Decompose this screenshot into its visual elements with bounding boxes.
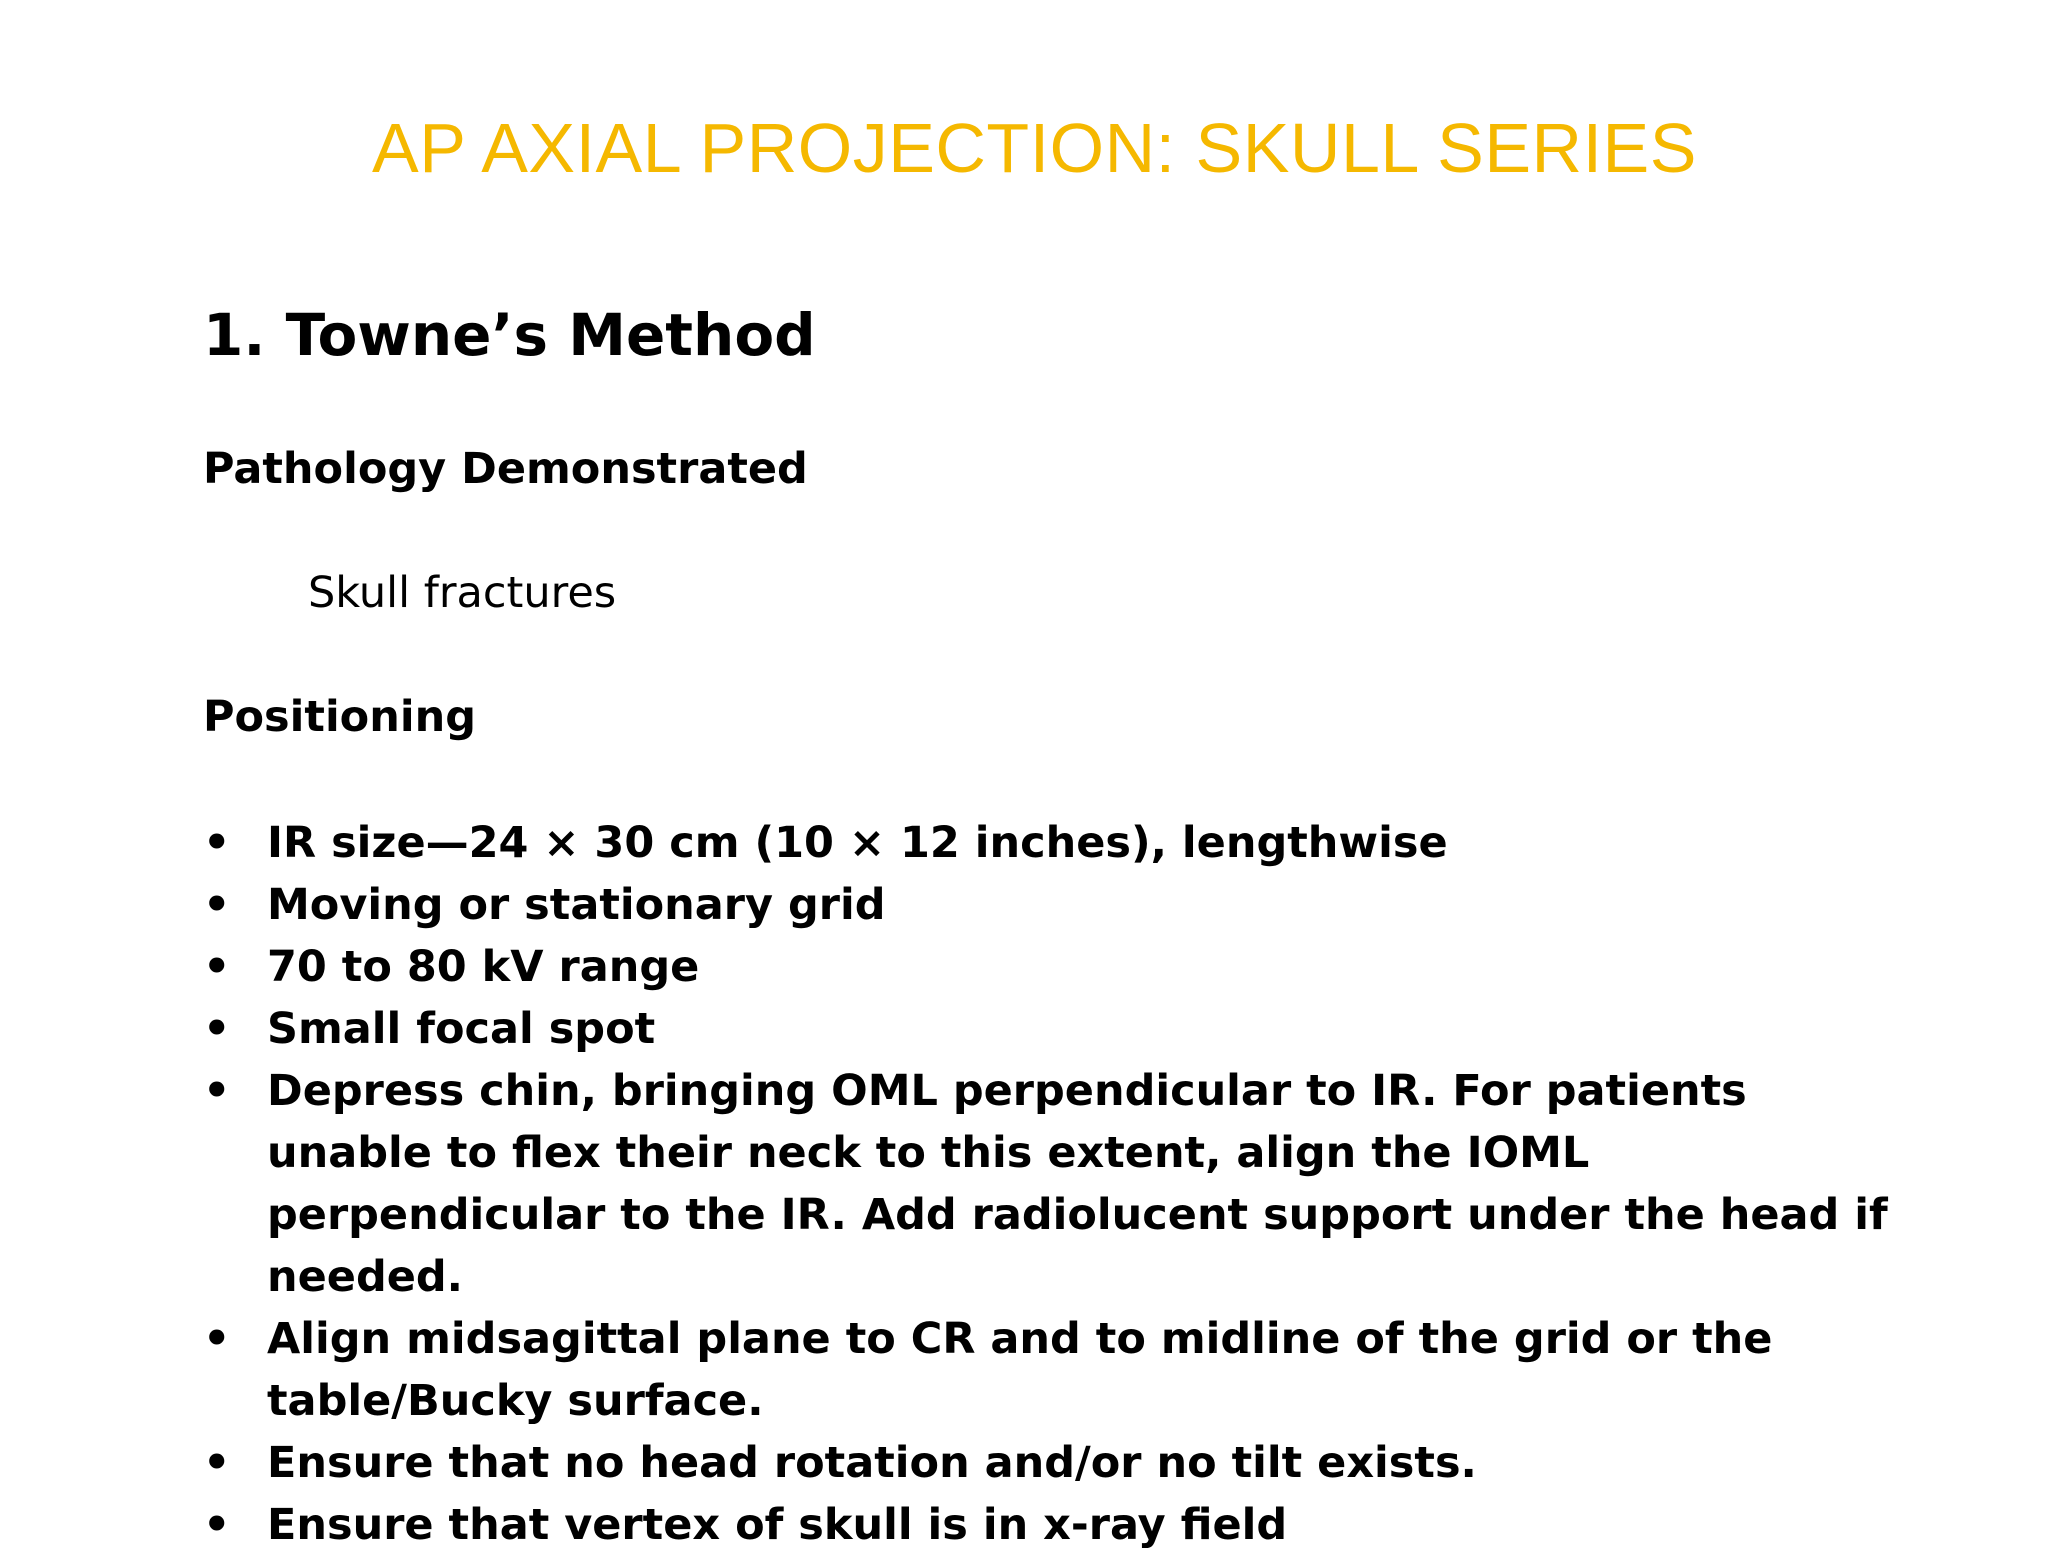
list-item-text: Depress chin, bringing OML perpendicular to IR. For patients unable to flex their neck to this extent, align the IOML perpendicular to the IR. Add radiolucent support under the head if needed.	[267, 1066, 1888, 1302]
pathology-value: Skull fractures	[308, 568, 617, 618]
list-item-text: 70 to 80 kV range	[267, 942, 700, 992]
list-item-text: Align midsagittal plane to CR and to midline of the grid or the table/Bucky surface.	[267, 1314, 1773, 1426]
bullet-icon: •	[203, 880, 231, 930]
pathology-label: Pathology Demonstrated	[203, 444, 808, 494]
list-item	[195, 1432, 1907, 1494]
positioning-label: Positioning	[203, 692, 476, 742]
list-item	[195, 936, 1907, 998]
list-item-text: Moving or stationary grid	[267, 880, 886, 930]
list-item-text: Small focal spot	[267, 1004, 656, 1054]
list-item	[195, 1308, 1907, 1432]
bullet-icon: •	[203, 1314, 231, 1364]
bullet-icon: •	[203, 1004, 231, 1054]
positioning-list	[195, 812, 1895, 1556]
list-item	[195, 998, 1907, 1060]
list-item	[195, 1494, 1907, 1556]
bullet-icon: •	[203, 1500, 231, 1550]
list-item-text: IR size—24 × 30 cm (10 × 12 inches), lengthwise	[267, 818, 1448, 868]
list-item	[195, 812, 1907, 874]
bullet-icon: •	[203, 818, 231, 868]
bullet-icon: •	[203, 942, 231, 992]
list-item	[195, 1060, 1907, 1308]
slide-title: AP AXIAL PROJECTION: SKULL SERIES	[372, 109, 1697, 187]
method-heading: 1. Towne’s Method	[203, 301, 816, 369]
bullet-icon: •	[203, 1438, 231, 1488]
list-item-text: Ensure that vertex of skull is in x-ray field	[267, 1500, 1288, 1550]
list-item	[195, 874, 1907, 936]
bullet-icon: •	[203, 1066, 231, 1116]
list-item-text: Ensure that no head rotation and/or no tilt exists.	[267, 1438, 1477, 1488]
